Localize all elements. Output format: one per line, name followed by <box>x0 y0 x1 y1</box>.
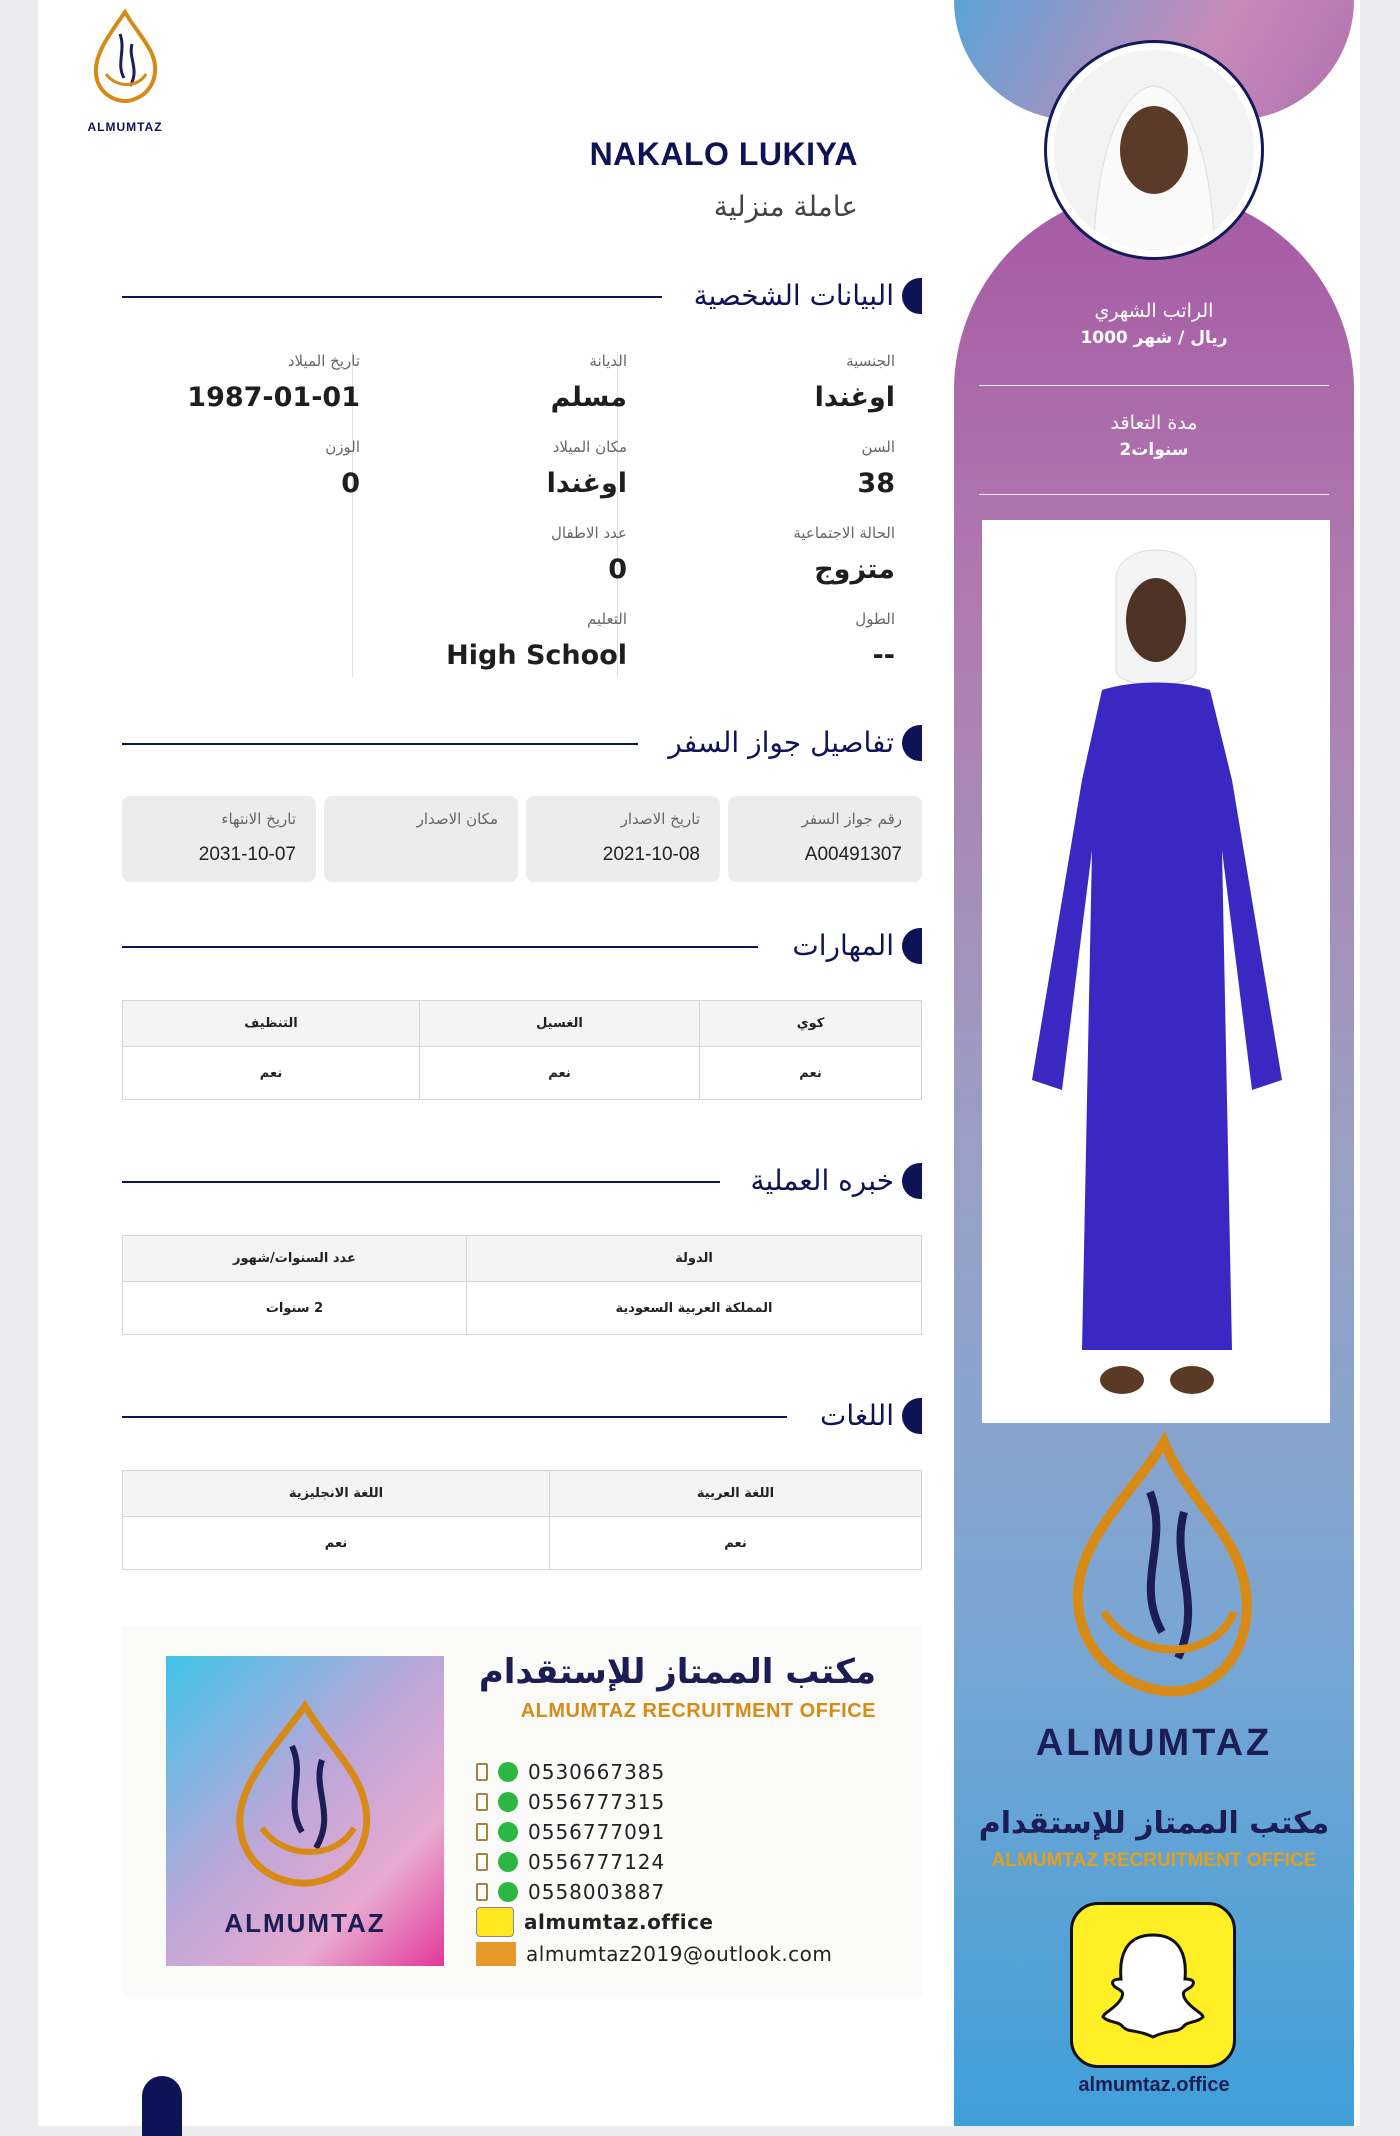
experience-table <box>122 1235 922 1335</box>
field-birthplace: مكان الميلاد اوغندا <box>546 438 627 499</box>
section-title-experience: خبره العملية <box>750 1164 894 1197</box>
sidebar-office-ar: مكتب الممتاز للإستقدام <box>978 1806 1330 1841</box>
snapchat-ghost-icon <box>1073 1905 1233 2065</box>
section-marker <box>902 928 922 964</box>
phone-row: 0556777315 <box>476 1788 665 1816</box>
skills-value-ironing: نعم <box>700 1047 922 1100</box>
snapchat-row: almumtaz.office <box>476 1908 713 1936</box>
contract-label: مدة التعاقد <box>1110 412 1198 434</box>
mobile-icon <box>476 1823 488 1841</box>
personal-col-1 <box>655 352 895 696</box>
field-height: الطول -- <box>855 610 895 671</box>
whatsapp-icon <box>498 1882 518 1902</box>
profile-photo <box>1044 40 1264 260</box>
field-birthdate: تاريخ الميلاد 1987-01-01 <box>187 352 360 413</box>
person-full-body-icon <box>982 520 1330 1423</box>
languages-table <box>122 1470 922 1570</box>
contract-value: 2سنوات <box>1119 440 1189 460</box>
phone-row: 0558003887 <box>476 1878 665 1906</box>
section-skills-header <box>122 926 922 966</box>
banner-logo-text: ALMUMTAZ <box>224 1908 386 1938</box>
whatsapp-icon <box>498 1792 518 1812</box>
mail-icon <box>476 1942 516 1966</box>
experience-value-years: 2 سنوات <box>123 1282 467 1335</box>
section-title-skills: المهارات <box>792 929 894 962</box>
calligraphy-logo-icon <box>1054 1432 1254 1712</box>
salary-label: الراتب الشهري <box>1094 300 1214 322</box>
skills-value-cleaning: نعم <box>123 1047 420 1100</box>
experience-header-years: عدد السنوات/شهور <box>123 1236 467 1282</box>
worker-name: NAKALO LUKIYA <box>589 136 858 172</box>
calligraphy-logo-icon <box>80 4 170 114</box>
section-marker <box>902 278 922 314</box>
section-title-personal: البيانات الشخصية <box>693 279 894 312</box>
field-nationality: الجنسية اوغندا <box>814 352 895 413</box>
salary-value: 1000 ريال / شهر <box>1080 328 1228 348</box>
section-languages-header <box>122 1396 922 1436</box>
person-portrait-icon <box>1054 50 1254 250</box>
sidebar-divider <box>979 385 1329 386</box>
personal-col-3 <box>120 352 360 524</box>
logo-small-text: ALMUMTAZ <box>87 120 163 134</box>
field-marital-status: الحالة الاجتماعية متزوج <box>793 524 895 585</box>
passport-issue-date-box: تاريخ الاصدار 2021-10-08 <box>526 796 720 882</box>
full-body-photo <box>982 520 1330 1423</box>
whatsapp-icon <box>498 1852 518 1872</box>
banner-title-ar: مكتب الممتاز للإستقدام <box>478 1652 876 1692</box>
sidebar-snapchat-handle[interactable]: almumtaz.office <box>1078 2074 1230 2096</box>
experience-value-country: المملكة العربية السعودية <box>467 1282 922 1335</box>
sidebar-divider <box>979 494 1329 495</box>
skills-header-washing: الغسيل <box>420 1001 700 1047</box>
mobile-icon <box>476 1793 488 1811</box>
mobile-icon <box>476 1883 488 1901</box>
sidebar <box>954 0 1354 2126</box>
passport-issue-place-box: مكان الاصدار <box>324 796 518 882</box>
section-title-passport: تفاصيل جواز السفر <box>668 726 894 759</box>
banner-logo-square <box>166 1656 444 1966</box>
passport-number-box: رقم جواز السفر A00491307 <box>728 796 922 882</box>
section-divider <box>122 296 662 298</box>
portrait-image <box>1054 50 1254 250</box>
section-marker <box>902 725 922 761</box>
banner-title-en: ALMUMTAZ RECRUITMENT OFFICE <box>520 1700 876 1722</box>
skills-header-cleaning: التنظيف <box>123 1001 420 1047</box>
section-experience-header <box>122 1161 922 1201</box>
passport-expiry-box: تاريخ الانتهاء 2031-10-07 <box>122 796 316 882</box>
cv-page <box>38 0 1360 2126</box>
section-title-languages: اللغات <box>820 1399 894 1432</box>
personal-col-2 <box>387 352 627 696</box>
field-children: عدد الاطفال 0 <box>551 524 627 585</box>
skills-table <box>122 1000 922 1100</box>
phone-row: 0530667385 <box>476 1758 665 1786</box>
mobile-icon <box>476 1853 488 1871</box>
section-divider <box>122 1416 787 1418</box>
field-religion: الديانة مسلم <box>550 352 627 413</box>
whatsapp-icon <box>498 1762 518 1782</box>
job-title: عاملة منزلية <box>713 190 858 223</box>
sidebar-logo-text: ALMUMTAZ <box>1035 1722 1273 1764</box>
email-row: almumtaz2019@outlook.com <box>476 1940 832 1968</box>
page-footer-marker <box>142 2076 182 2136</box>
field-age: السن 38 <box>857 438 895 499</box>
skills-value-washing: نعم <box>420 1047 700 1100</box>
salary-block <box>954 300 1354 348</box>
languages-header-arabic: اللغة العربية <box>550 1471 922 1517</box>
section-personal-header <box>122 276 922 316</box>
field-weight: الوزن 0 <box>325 438 360 499</box>
section-marker <box>902 1398 922 1434</box>
section-divider <box>122 743 638 745</box>
sidebar-office-en: ALMUMTAZ RECRUITMENT OFFICE <box>991 1850 1317 1871</box>
office-banner <box>122 1626 922 1996</box>
whatsapp-icon <box>498 1822 518 1842</box>
section-divider <box>122 946 758 948</box>
section-passport-header <box>122 723 922 763</box>
skills-header-ironing: كوي <box>700 1001 922 1047</box>
field-education: التعليم High School <box>446 610 627 671</box>
mobile-icon <box>476 1763 488 1781</box>
experience-header-country: الدولة <box>467 1236 922 1282</box>
section-divider <box>122 1181 720 1183</box>
almumtaz-logo-small <box>80 4 170 134</box>
languages-value-arabic: نعم <box>550 1517 922 1570</box>
contract-block <box>954 412 1354 460</box>
snapchat-icon <box>476 1907 514 1937</box>
languages-header-english: اللغة الانجليزية <box>123 1471 550 1517</box>
phone-row: 0556777124 <box>476 1848 665 1876</box>
section-marker <box>902 1163 922 1199</box>
snapcode[interactable] <box>1070 1902 1236 2068</box>
languages-value-english: نعم <box>123 1517 550 1570</box>
phone-row: 0556777091 <box>476 1818 665 1846</box>
